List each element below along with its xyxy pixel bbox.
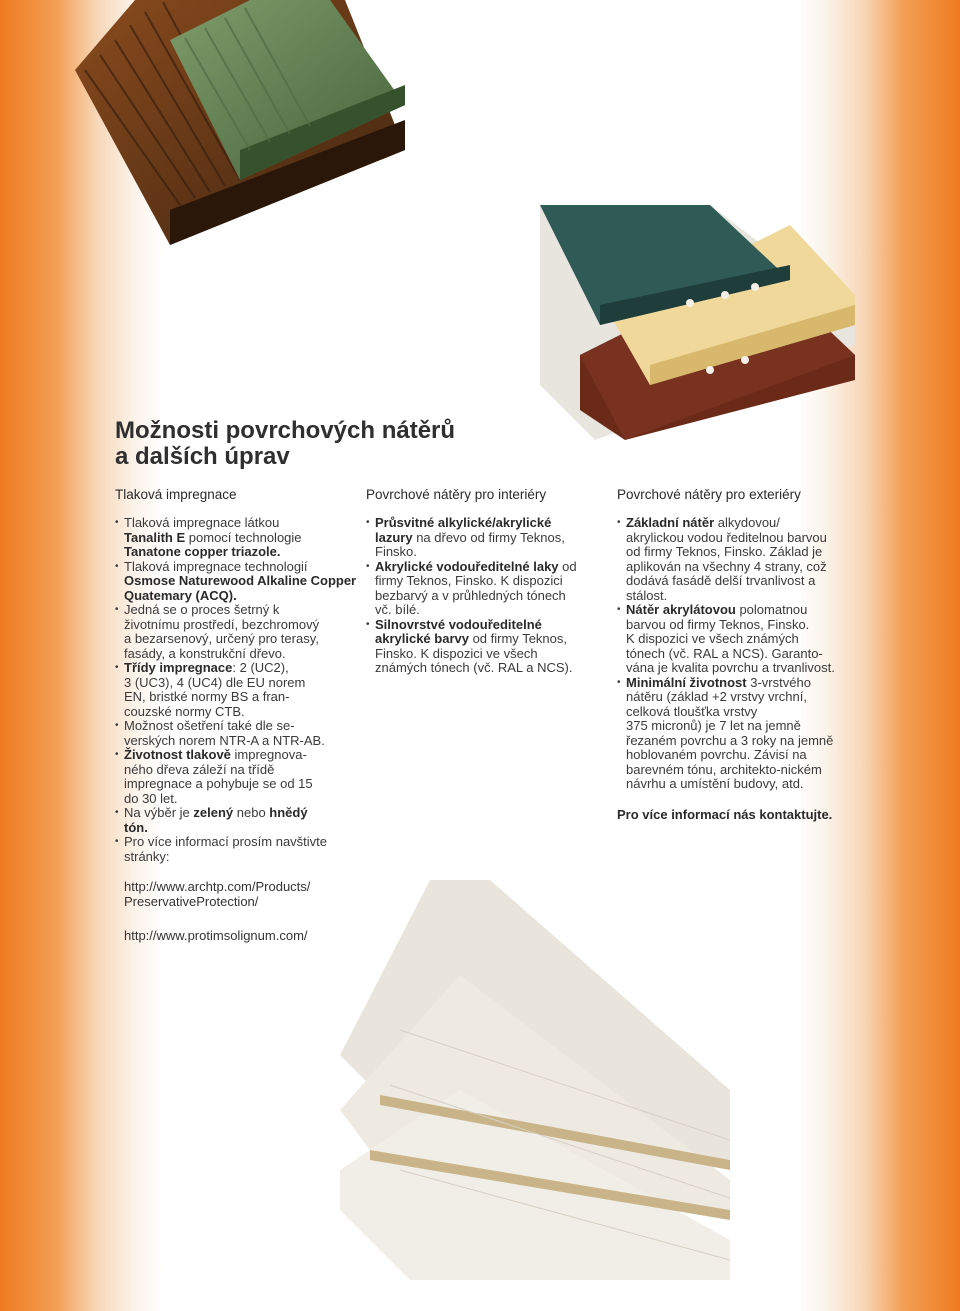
links-block <box>124 880 310 944</box>
decking-boards-image <box>75 0 415 255</box>
list-item: • Na výběr je zelený nebo hnědý tón. <box>115 806 360 835</box>
page-title <box>115 418 455 470</box>
list-item: • Tlaková impregnace technologií Osmose Naturewood Alkaline Copper Quatemary (ACQ). <box>115 560 360 604</box>
list-item: • Minimální životnost 3-vrstvého nátěru (základ +2 vrstvy vrchní, celková tloušťka vrstvy 375 micronů) je 7 let na jemně řezaném povrchu a 3 roky na jemně hoblovaném povrchu. Závisí na barevném tónu, architekto-nickém návrhu a umístění budovy, atd. <box>617 676 867 792</box>
link-protimsolignum[interactable]: http://www.protimsolignum.com/ <box>124 928 308 943</box>
list-item: • Životnost tlakově impregnova- ného dřeva záleží na třídě impregnace a pohybuje se od 15 do 30 let. <box>115 748 360 806</box>
col3-heading: Povrchové nátěry pro exteriéry <box>617 487 801 502</box>
col2-heading: Povrchové nátěry pro interiéry <box>366 487 547 502</box>
title-line-1: Možnosti povrchových nátěrů <box>115 417 456 444</box>
col2-body <box>366 516 606 676</box>
list-item: • Třídy impregnace: 2 (UC2), 3 (UC3), 4 (UC4) dle EU norem EN, bristké normy BS a fran- couzské normy CTB. <box>115 661 360 719</box>
title-line-2: a dalších úprav <box>115 443 290 470</box>
list-item: • Silnovrstvé vodouředitelné akrylické barvy od firmy Teknos, Finsko. K dispozici ve všech známých tónech (vč. RAL a NCS). <box>366 618 606 676</box>
white-panel-boards-image <box>340 880 730 1280</box>
col1-heading: Tlaková impregnace <box>115 487 237 502</box>
list-item: • Jedná se o proces šetrný k životnímu prostředí, bezchromový a bezarsenový, určený pro terasy, fasády, a konstrukční dřevo. <box>115 603 360 661</box>
list-item: • Tlaková impregnace látkou Tanalith E pomocí technologie Tanatone copper triazole. <box>115 516 360 560</box>
list-item: • Nátěr akrylátovou polomatnou barvou od firmy Teknos, Finsko. K dispozici ve všech známých tónech (vč. RAL a NCS). Garanto- vána je kvalita povrchu a trvanlivost. <box>617 603 867 676</box>
list-item: • Průsvitné alkylické/akrylické lazury na dřevo od firmy Teknos, Finsko. <box>366 516 606 560</box>
list-item: • Akrylické vodouředitelné laky od firmy Teknos, Finsko. K dispozici bezbarvý a v průhledných tónech vč. bílé. <box>366 560 606 618</box>
link-archtp[interactable]: http://www.archtp.com/Products/ PreservativeProtection/ <box>124 879 311 909</box>
list-item: • Možnost ošetření také dle se- verských norem NTR-A a NTR-AB. <box>115 719 360 748</box>
contact-note: Pro více informací nás kontaktujte. <box>617 807 833 822</box>
list-item: • Základní nátěr alkydovou/ akrylickou vodou ředitelnou barvou od firmy Teknos, Finsko. Základ je aplikován na všechny 4 strany, což dodává fasádě delší trvanlivost a stálost. <box>617 516 867 603</box>
list-item: • Pro více informací prosím navštivte stránky: <box>115 835 360 864</box>
cladding-boards-image <box>540 205 855 440</box>
col3-body <box>617 516 867 792</box>
col1-body <box>115 516 360 864</box>
